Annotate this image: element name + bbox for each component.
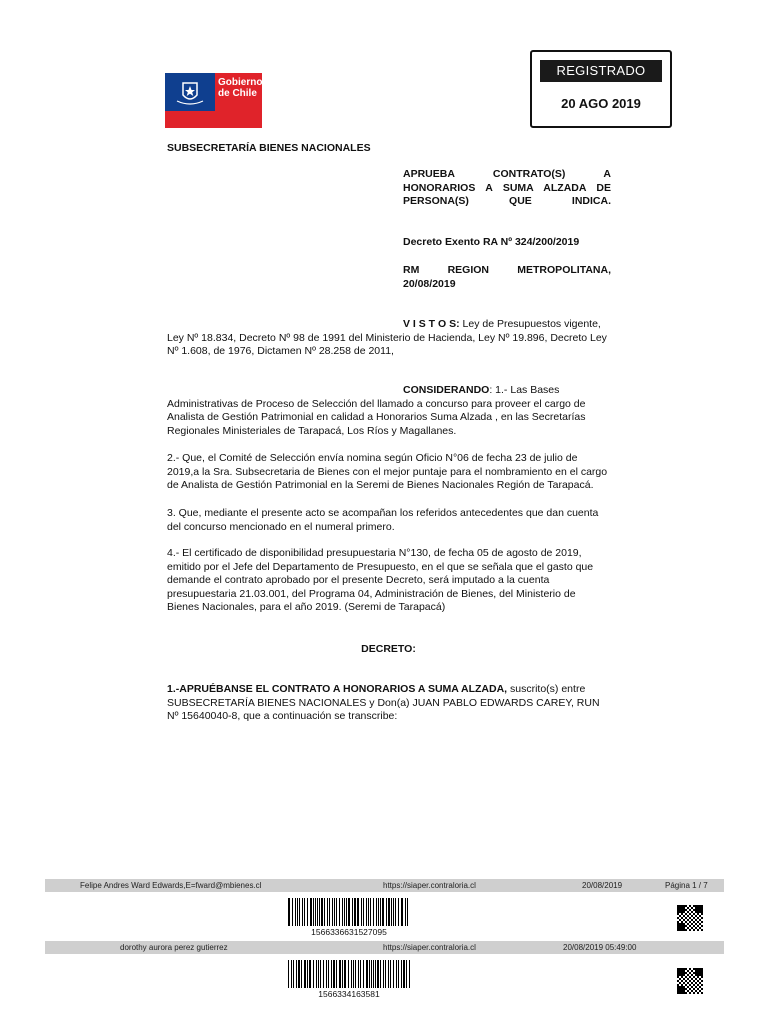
barcode-bar bbox=[345, 960, 346, 988]
barcode-bar bbox=[357, 898, 358, 926]
stamp-date: 20 AGO 2019 bbox=[561, 96, 641, 111]
barcode-bar bbox=[407, 898, 408, 926]
region-date: RM REGION METROPOLITANA, 20/08/2019 bbox=[403, 264, 611, 290]
considerando-label: CONSIDERANDO bbox=[403, 384, 490, 396]
barcode-bar bbox=[313, 898, 314, 926]
barcode-bar bbox=[370, 898, 371, 926]
barcode-bar bbox=[293, 960, 294, 988]
barcode-bar bbox=[339, 898, 340, 926]
verify-url-1[interactable]: https://siaper.contraloria.cl bbox=[383, 881, 476, 890]
barcode-bar bbox=[363, 898, 364, 926]
decreto-heading: DECRETO: bbox=[361, 643, 416, 655]
barcode-bar bbox=[351, 960, 352, 988]
vistos-label: V I S T O S: bbox=[403, 318, 460, 330]
barcode-bar bbox=[376, 898, 377, 926]
barcode-bar bbox=[324, 898, 325, 926]
paragraph-2: 2.- Que, el Comité de Selección envía nomina según Oficio N°06 de fecha 23 de julio de 2019,a la Sra. Subsecretaria de Bienes con el mejor puntaje para el nombramiento en el cargo de Analista de Gestión Patrimonial en la Seremi de Bienes Nacionales Región de Tarapacá. bbox=[167, 452, 608, 491]
barcode-bar bbox=[326, 960, 327, 988]
barcode-bar bbox=[339, 960, 340, 988]
barcode-bar bbox=[377, 960, 378, 988]
barcode-bar bbox=[336, 898, 337, 926]
barcode-bar bbox=[402, 898, 403, 926]
barcode-bar bbox=[304, 898, 305, 926]
barcode-bar bbox=[297, 898, 298, 926]
stamp-label: REGISTRADO bbox=[540, 60, 662, 82]
barcode-bar bbox=[296, 960, 297, 988]
barcode-bar bbox=[311, 898, 312, 926]
barcode-bar bbox=[313, 960, 314, 988]
sign-date-1: 20/08/2019 bbox=[582, 881, 623, 890]
barcode-bar bbox=[352, 898, 353, 926]
barcode-bar bbox=[371, 960, 372, 988]
vistos-paragraph bbox=[167, 318, 610, 359]
barcode-bar bbox=[289, 898, 290, 926]
barcode-bar bbox=[305, 960, 306, 988]
coat-of-arms-icon bbox=[173, 77, 207, 107]
logo-text-line1: Gobierno bbox=[218, 77, 263, 88]
subsecretaria-heading: SUBSECRETARÍA BIENES NACIONALES bbox=[167, 142, 371, 154]
barcode-2 bbox=[288, 960, 410, 988]
barcode-bar bbox=[360, 960, 361, 988]
barcode-bar bbox=[393, 898, 394, 926]
barcode-bar bbox=[395, 898, 396, 926]
registrado-stamp bbox=[530, 50, 672, 128]
barcode-bar bbox=[328, 960, 329, 988]
barcode-bar bbox=[355, 898, 356, 926]
document-summary: APRUEBA CONTRATO(S) A HONORARIOS A SUMA ALZADA DE PERSONA(S) QUE INDICA. bbox=[403, 168, 611, 207]
barcode-bar bbox=[299, 898, 300, 926]
verify-url-2[interactable]: https://siaper.contraloria.cl bbox=[383, 943, 476, 952]
qr-code-2-icon bbox=[677, 968, 703, 994]
article-1-text: suscrito(s) entre SUBSECRETARÍA BIENES NACIONALES y Don(a) JUAN PABLO EDWARDS CAREY, RUN Nº 15640040-8, que a continuación se transcribe: bbox=[167, 683, 600, 722]
barcode-bar bbox=[368, 898, 369, 926]
barcode-bar bbox=[383, 898, 384, 926]
barcode-bar bbox=[361, 898, 362, 926]
barcode-number-1: 1566336631527095 bbox=[311, 927, 387, 937]
barcode-bar bbox=[349, 898, 350, 926]
barcode-bar bbox=[344, 898, 345, 926]
vistos-text: Ley de Presupuestos vigente, Ley Nº 18.834, Decreto Nº 98 de 1991 del Ministerio de Hacienda, Ley Nº 19.896, Decreto Ley Nº 1.608, de 1976, Dictamen Nº 28.258 de 2011, bbox=[167, 318, 607, 357]
signer-1: Felipe Andres Ward Edwards,E=fward@mbienes.cl bbox=[80, 881, 262, 890]
barcode-bar bbox=[333, 960, 334, 988]
barcode-bar bbox=[346, 898, 347, 926]
barcode-bar bbox=[340, 960, 341, 988]
barcode-bar bbox=[301, 960, 302, 988]
barcode-bar bbox=[385, 960, 386, 988]
barcode-bar bbox=[344, 960, 345, 988]
barcode-bar bbox=[307, 898, 308, 926]
considerando-text: : 1.- Las Bases Administrativas de Proceso de Selección del llamado a concurso para proveer el cargo de Analista de Gestión Patrimonial en calidad a Honorarios Suma Alzada , en las Secretarías Regionales Ministeriales de Tarapacá, Los Ríos y Magallanes. bbox=[167, 384, 586, 437]
barcode-bar bbox=[382, 898, 383, 926]
barcode-bar bbox=[307, 960, 308, 988]
barcode-bar bbox=[329, 898, 330, 926]
barcode-bar bbox=[318, 960, 319, 988]
considerando-paragraph bbox=[167, 384, 610, 438]
page-number: Página 1 / 7 bbox=[665, 881, 708, 890]
barcode-bar bbox=[393, 960, 394, 988]
barcode-bar bbox=[389, 898, 390, 926]
barcode-bar bbox=[320, 960, 321, 988]
barcode-bar bbox=[310, 960, 311, 988]
sign-date-2: 20/08/2019 05:49:00 bbox=[563, 943, 637, 952]
barcode-bar bbox=[406, 960, 407, 988]
barcode-bar bbox=[378, 960, 379, 988]
barcode-bar bbox=[358, 960, 359, 988]
signer-2: dorothy aurora perez gutierrez bbox=[120, 943, 228, 952]
barcode-number-2: 1566334163581 bbox=[318, 989, 380, 999]
barcode-bar bbox=[383, 960, 384, 988]
barcode-bar bbox=[366, 960, 367, 988]
barcode-bar bbox=[332, 898, 333, 926]
paragraph-4: 4.- El certificado de disponibilidad presupuestaria N°130, de fecha 05 de agosto de 2019, emitido por el Jefe del Departamento de Presupuesto, en el que se señala que el gasto que demande el contrato aprobado por el presente Decreto, será imputado a la cuenta presupuestaria 21.03.001, del Programa 04, Administración de Bienes, del Ministerio de Bienes Nacionales, para el año 2019. (Seremi de Tarapacá) bbox=[167, 547, 594, 613]
barcode-bar bbox=[398, 960, 399, 988]
barcode-bar bbox=[378, 898, 379, 926]
barcode-bar bbox=[288, 960, 289, 988]
barcode-bar bbox=[388, 898, 389, 926]
barcode-bar bbox=[334, 960, 335, 988]
barcode-bar bbox=[292, 898, 293, 926]
barcode-1 bbox=[288, 898, 410, 926]
signature-bar-1 bbox=[45, 879, 724, 892]
logo-text-line2: de Chile bbox=[218, 88, 257, 99]
gobierno-de-chile-logo bbox=[165, 73, 262, 128]
article-1 bbox=[167, 683, 610, 724]
barcode-bar bbox=[299, 960, 300, 988]
paragraph-3: 3. Que, mediante el presente acto se acompañan los referidos antecedentes que dan cuenta del concurso mencionado en el numeral primero. bbox=[167, 507, 599, 533]
barcode-bar bbox=[401, 898, 402, 926]
barcode-bar bbox=[373, 960, 374, 988]
barcode-bar bbox=[401, 960, 402, 988]
barcode-bar bbox=[367, 960, 368, 988]
signature-bar-2 bbox=[45, 941, 724, 954]
article-1-label: 1.-APRUÉBANSE EL CONTRATO A HONORARIOS A SUMA ALZADA, bbox=[167, 683, 508, 695]
barcode-bar bbox=[353, 960, 354, 988]
decreto-exento-number: Decreto Exento RA Nº 324/200/2019 bbox=[403, 236, 580, 248]
barcode-bar bbox=[404, 960, 405, 988]
qr-code-1-icon bbox=[677, 905, 703, 931]
barcode-bar bbox=[317, 898, 318, 926]
barcode-bar bbox=[390, 960, 391, 988]
barcode-bar bbox=[319, 898, 320, 926]
barcode-bar bbox=[322, 898, 323, 926]
